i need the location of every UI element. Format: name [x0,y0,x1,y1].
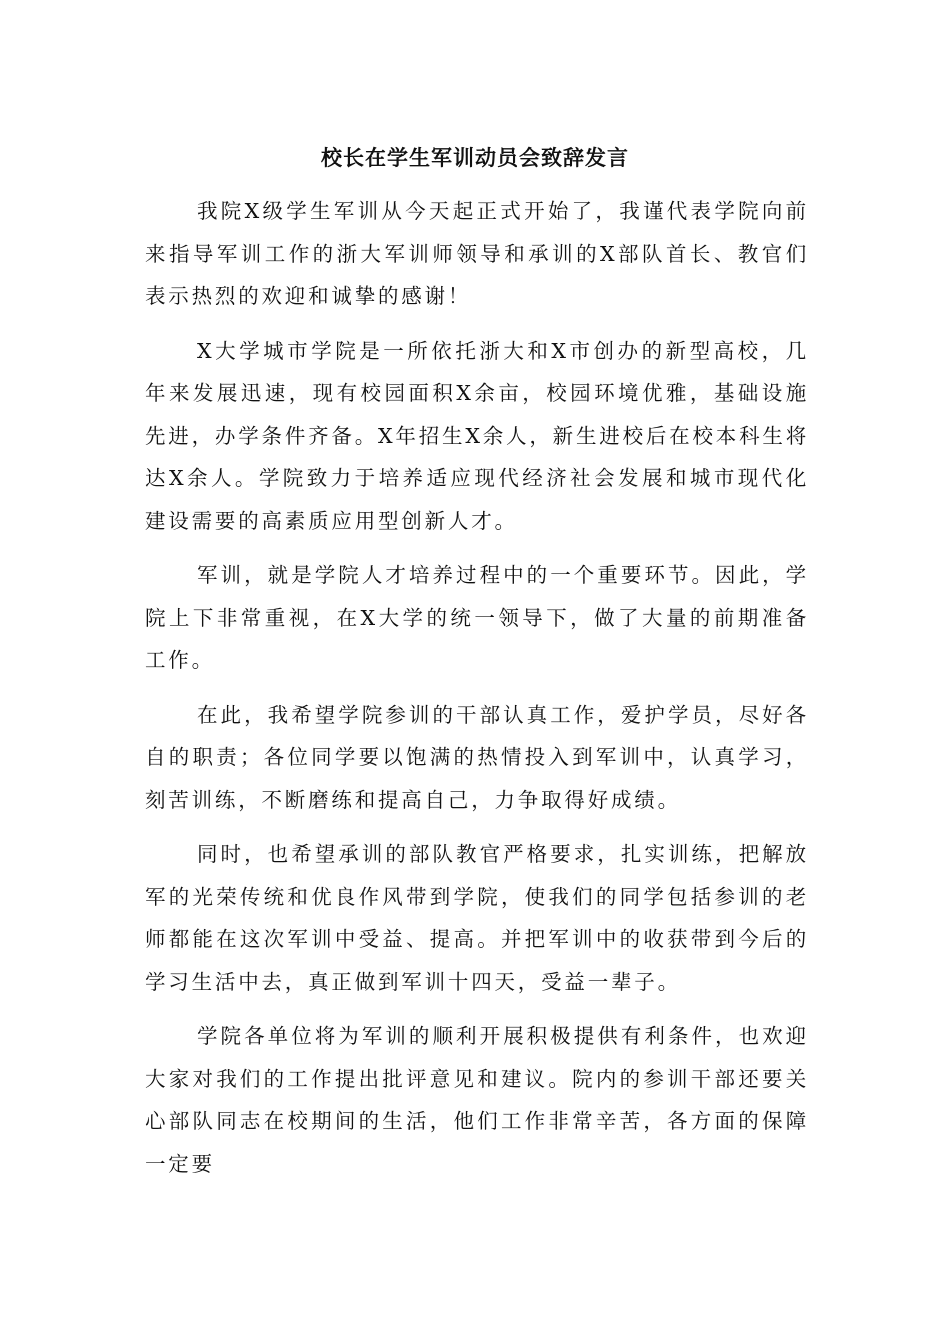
paragraph-hopes-for-instructors: 同时，也希望承训的部队教官严格要求，扎实训练，把解放军的光荣传统和优良作风带到学院，使我们的同学包括参训的老师都能在这次军训中受益、提高。并把军训中的收获带到今后的学习生活中去，真正做到军训十四天，受益一辈子。 [145,842,809,994]
paragraph-hopes-for-students: 在此，我希望学院参训的干部认真工作，爱护学员，尽好各自的职责；各位同学要以饱满的热情投入到军训中，认真学习，刻苦训练，不断磨练和提高自己，力争取得好成绩。 [145,702,809,812]
paragraph-training-importance: 军训，就是学院人才培养过程中的一个重要环节。因此，学院上下非常重视，在X大学的统一领导下，做了大量的前期准备工作。 [145,563,809,672]
paragraph-college-intro: X大学城市学院是一所依托浙大和X市创办的新型高校，几年来发展迅速，现有校园面积X余亩，校园环境优雅，基础设施先进，办学条件齐备。X年招生X余人，新生进校后在校本科生将达X余人。学院致力于培养适应现代经济社会发展和城市现代化建设需要的高素质应用型创新人才。 [145,338,809,533]
document-title: 校长在学生军训动员会致辞发言 [321,145,629,170]
paragraph-welcome: 我院X级学生军训从今天起正式开始了，我谨代表学院向前来指导军训工作的浙大军训师领导和承训的X部队首长、教官们表示热烈的欢迎和诚挚的感谢！ [145,199,809,308]
paragraph-support: 学院各单位将为军训的顺利开展积极提供有利条件，也欢迎大家对我们的工作提出批评意见和建议。院内的参训干部还要关心部队同志在校期间的生活，他们工作非常辛苦，各方面的保障一定要 [145,1024,809,1176]
document-body [145,190,809,1197]
